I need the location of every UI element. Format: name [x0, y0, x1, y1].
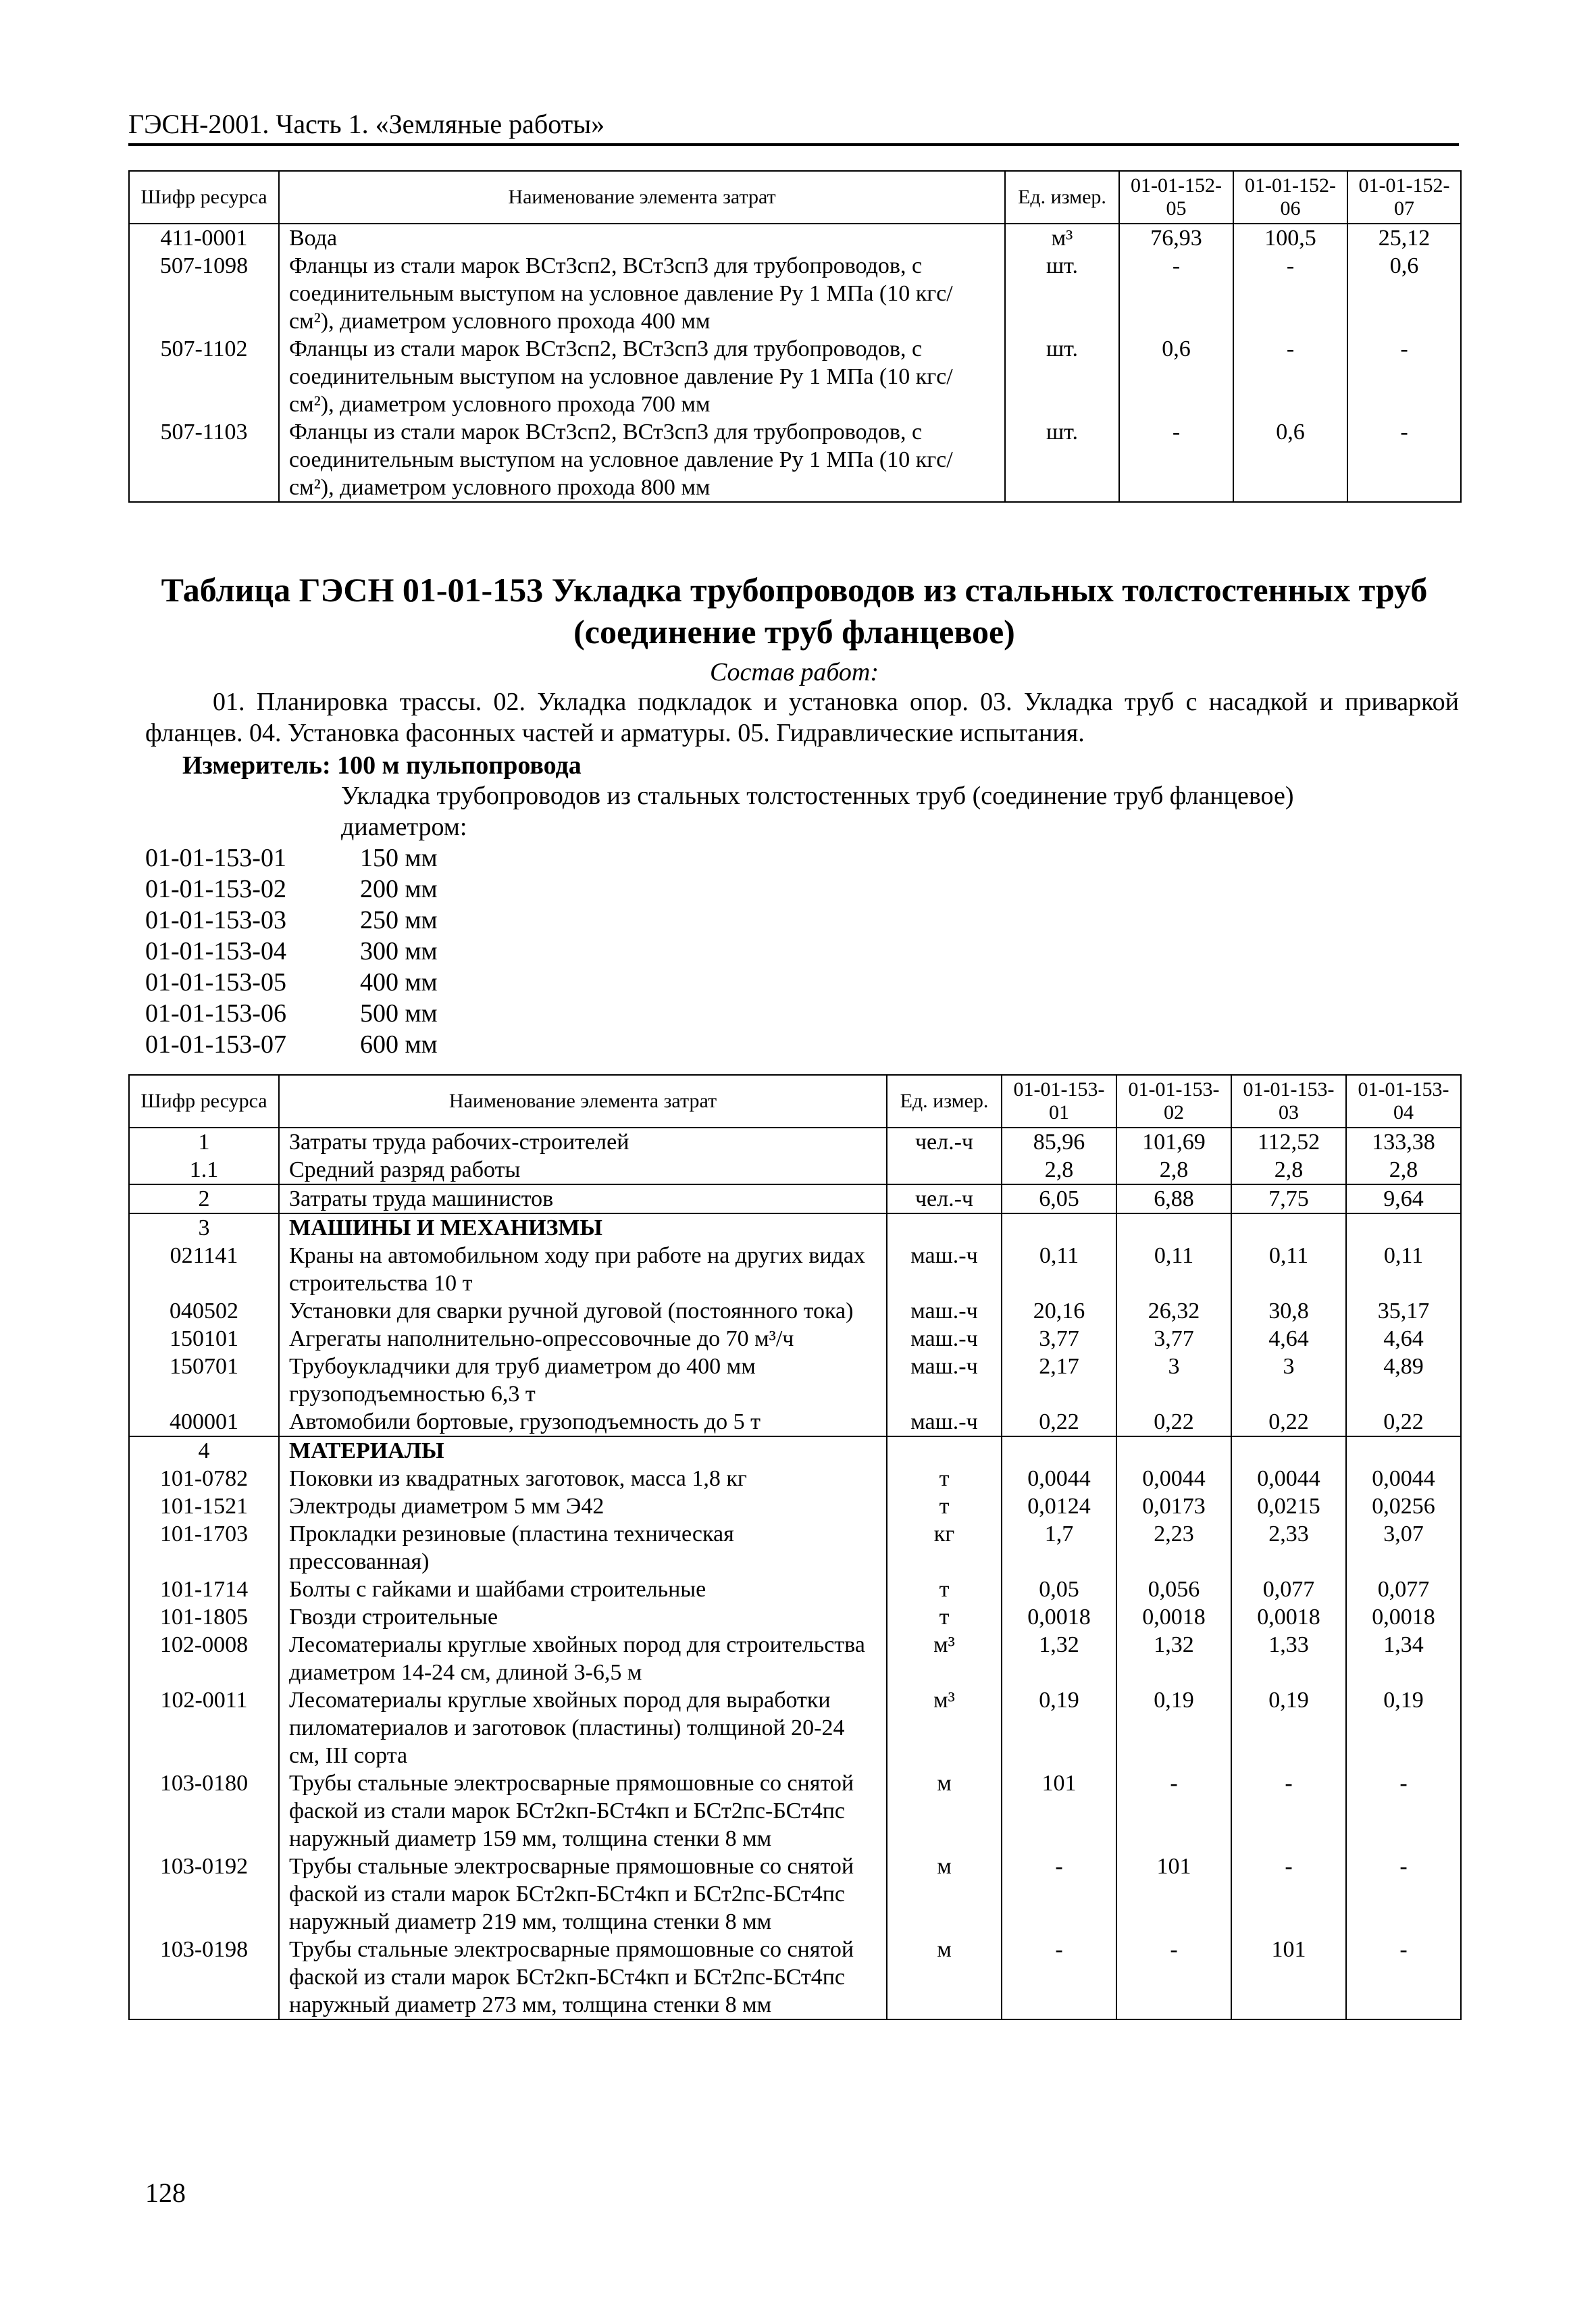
unit-cell: кг: [887, 1520, 1002, 1576]
value-cell: 1,32: [1116, 1631, 1231, 1686]
value-cell: 6,88: [1116, 1184, 1231, 1213]
variant-label: 250 мм: [360, 906, 438, 934]
value-cell: -: [1002, 1936, 1116, 2019]
resource-name: Прокладки резиновые (пластина техническая прессованная): [279, 1520, 887, 1576]
value-cell: 0,19: [1002, 1686, 1116, 1769]
unit-cell: м³: [887, 1686, 1002, 1769]
column-header: 01-01-153-01: [1002, 1075, 1116, 1128]
value-cell: -: [1346, 1853, 1461, 1936]
resource-name: Агрегаты наполнительно-опрессовочные до 70 м³/ч: [279, 1325, 887, 1353]
value-cell: 3: [1231, 1353, 1346, 1408]
resource-name: Установки для сварки ручной дуговой (постоянного тока): [279, 1297, 887, 1325]
resource-code: 150701: [129, 1353, 279, 1408]
variant-label: 200 мм: [360, 875, 438, 903]
resource-code: 101-1714: [129, 1576, 279, 1603]
value-cell: 2,8: [1002, 1156, 1116, 1184]
value-cell: 0,0018: [1346, 1603, 1461, 1631]
column-header: 01-01-153-04: [1346, 1075, 1461, 1128]
value-cell: 0,11: [1116, 1242, 1231, 1297]
table-row: [129, 418, 1461, 502]
column-header: 01-01-152-05: [1119, 171, 1233, 224]
value-cell: 2,17: [1002, 1353, 1116, 1408]
table-153-resources: [128, 1074, 1462, 2020]
variant-item: [145, 967, 438, 998]
resource-code: 1.1: [129, 1156, 279, 1184]
value-cell: -: [1346, 1936, 1461, 2019]
value-cell: 76,93: [1119, 224, 1233, 252]
resource-name: Фланцы из стали марок ВСт3сп2, ВСт3сп3 для трубопроводов, с соединительным выступом на условное давление Ру 1 МПа (10 кгс/см²), диаметром условного прохода 400 мм: [279, 252, 1005, 335]
variant-label: 500 мм: [360, 999, 438, 1028]
value-cell: 101: [1231, 1936, 1346, 2019]
resource-code: 021141: [129, 1242, 279, 1297]
resource-name: Трубы стальные электросварные прямошовные со снятой фаской из стали марок БСт2кп-БСт4кп и БСт2пс-БСт4пс наружный диаметр 219 мм, толщина стенки 8 мм: [279, 1853, 887, 1936]
unit-cell: м³: [1005, 224, 1119, 252]
table-row: [129, 1465, 1461, 1492]
variant-label: 600 мм: [360, 1030, 438, 1059]
column-header: 01-01-152-07: [1347, 171, 1461, 224]
unit-cell: чел.-ч: [887, 1128, 1002, 1156]
column-header: Шифр ресурса: [129, 1075, 279, 1128]
value-cell: 112,52: [1231, 1128, 1346, 1156]
variant-item: [145, 998, 438, 1029]
unit-cell: шт.: [1005, 252, 1119, 335]
variant-label: 300 мм: [360, 937, 438, 965]
variant-item: [145, 874, 438, 905]
section-title: МАШИНЫ И МЕХАНИЗМЫ: [279, 1213, 887, 1242]
value-cell: 2,8: [1231, 1156, 1346, 1184]
value-cell: 0,077: [1231, 1576, 1346, 1603]
resource-code: 101-1521: [129, 1492, 279, 1520]
unit-cell: чел.-ч: [887, 1184, 1002, 1213]
value-cell: 0,6: [1347, 252, 1461, 335]
value-cell: 0,0018: [1002, 1603, 1116, 1631]
value-cell: 0,056: [1116, 1576, 1231, 1603]
unit-cell: маш.-ч: [887, 1353, 1002, 1408]
variant-item: [145, 1029, 438, 1060]
unit-cell: маш.-ч: [887, 1408, 1002, 1436]
resource-name: Лесоматериалы круглые хвойных пород для строительства диаметром 14-24 см, длиной 3-6,5 м: [279, 1631, 887, 1686]
variant-code: 01-01-153-01: [145, 844, 286, 872]
value-cell: -: [1231, 1769, 1346, 1853]
value-cell: 101,69: [1116, 1128, 1231, 1156]
table-row: [129, 1184, 1461, 1213]
column-header: 01-01-152-06: [1233, 171, 1347, 224]
value-cell: 0,0018: [1231, 1603, 1346, 1631]
value-cell: 0,11: [1346, 1242, 1461, 1297]
table-row: [129, 1769, 1461, 1853]
value-cell: 0,19: [1231, 1686, 1346, 1769]
resource-name: Болты с гайками и шайбами строительные: [279, 1576, 887, 1603]
value-cell: -: [1347, 418, 1461, 502]
value-cell: 2,23: [1116, 1520, 1231, 1576]
table-row: [129, 252, 1461, 335]
table-row: [129, 1128, 1461, 1156]
column-header: Наименование элемента затрат: [279, 1075, 887, 1128]
running-header: ГЭСН-2001. Часть 1. «Земляные работы»: [128, 109, 605, 139]
unit-cell: маш.-ч: [887, 1242, 1002, 1297]
value-cell: 101: [1002, 1769, 1116, 1853]
value-cell: -: [1233, 335, 1347, 418]
value-cell: 0,22: [1002, 1408, 1116, 1436]
resource-code: 2: [129, 1184, 279, 1213]
value-cell: 0,22: [1116, 1408, 1231, 1436]
table-row: [129, 1156, 1461, 1184]
resource-name: Поковки из квадратных заготовок, масса 1,8 кг: [279, 1465, 887, 1492]
page-number: 128: [145, 2178, 186, 2208]
table-row: [129, 1936, 1461, 2019]
header-rule: [128, 143, 1459, 146]
value-cell: 0,077: [1346, 1576, 1461, 1603]
resource-name: Фланцы из стали марок ВСт3сп2, ВСт3сп3 для трубопроводов, с соединительным выступом на условное давление Ру 1 МПа (10 кгс/см²), диаметром условного прохода 700 мм: [279, 335, 1005, 418]
value-cell: 0,0044: [1346, 1465, 1461, 1492]
resource-code: 507-1103: [129, 418, 279, 502]
resource-code: 150101: [129, 1325, 279, 1353]
table-row: [129, 1242, 1461, 1297]
value-cell: -: [1002, 1853, 1116, 1936]
measure-unit: Измеритель: 100 м пульпопровода: [182, 751, 582, 780]
value-cell: 9,64: [1346, 1184, 1461, 1213]
value-cell: 2,33: [1231, 1520, 1346, 1576]
table-row: [129, 1853, 1461, 1936]
value-cell: 0,0124: [1002, 1492, 1116, 1520]
value-cell: 3: [1116, 1353, 1231, 1408]
value-cell: 0,0018: [1116, 1603, 1231, 1631]
value-cell: 0,19: [1346, 1686, 1461, 1769]
value-cell: -: [1119, 252, 1233, 335]
table-row: [129, 1686, 1461, 1769]
value-cell: 4,89: [1346, 1353, 1461, 1408]
unit-cell: м: [887, 1853, 1002, 1936]
resource-code: 101-1703: [129, 1520, 279, 1576]
value-cell: 100,5: [1233, 224, 1347, 252]
variant-item: [145, 936, 438, 967]
resource-name: Трубы стальные электросварные прямошовные со снятой фаской из стали марок БСт2кп-БСт4кп и БСт2пс-БСт4пс наружный диаметр 273 мм, толщина стенки 8 мм: [279, 1936, 887, 2019]
variant-list: [145, 842, 438, 1060]
value-cell: 2,8: [1116, 1156, 1231, 1184]
table-header-row: [129, 171, 1461, 224]
unit-cell: маш.-ч: [887, 1297, 1002, 1325]
variant-item: [145, 842, 438, 874]
value-cell: 133,38: [1346, 1128, 1461, 1156]
value-cell: 0,0044: [1231, 1465, 1346, 1492]
table-row: [129, 1325, 1461, 1353]
value-cell: 30,8: [1231, 1297, 1346, 1325]
composition-title: Состав работ:: [709, 658, 879, 686]
unit-cell: маш.-ч: [887, 1325, 1002, 1353]
composition-text: 01. Планировка трассы. 02. Укладка подкладок и установка опор. 03. Укладка труб с насадкой и приваркой фланцев. 04. Установка фасонных частей и арматуры. 05. Гидравлические испытания.: [145, 688, 1459, 747]
unit-cell: [887, 1156, 1002, 1184]
value-cell: 25,12: [1347, 224, 1461, 252]
value-cell: 6,05: [1002, 1184, 1116, 1213]
resource-code: 101-1805: [129, 1603, 279, 1631]
resource-code: 102-0011: [129, 1686, 279, 1769]
value-cell: 0,11: [1231, 1242, 1346, 1297]
unit-cell: т: [887, 1492, 1002, 1520]
section-row: [129, 1436, 1461, 1465]
variant-label: 150 мм: [360, 844, 438, 872]
table-row: [129, 1492, 1461, 1520]
resource-name: Автомобили бортовые, грузоподъемность до 5 т: [279, 1408, 887, 1436]
resource-code: 103-0180: [129, 1769, 279, 1853]
resource-name: Вода: [279, 224, 1005, 252]
value-cell: -: [1347, 335, 1461, 418]
variant-code: 01-01-153-02: [145, 875, 286, 903]
value-cell: 3,07: [1346, 1520, 1461, 1576]
value-cell: 20,16: [1002, 1297, 1116, 1325]
column-header: Ед. измер.: [1005, 171, 1119, 224]
column-header: Шифр ресурса: [129, 171, 279, 224]
value-cell: 0,0044: [1002, 1465, 1116, 1492]
resource-name: Лесоматериалы круглые хвойных пород для выработки пиломатериалов и заготовок (пластины) толщиной 20-24 см, III сорта: [279, 1686, 887, 1769]
column-header: Наименование элемента затрат: [279, 171, 1005, 224]
variant-code: 01-01-153-04: [145, 937, 286, 965]
resource-code: 103-0192: [129, 1853, 279, 1936]
variant-code: 01-01-153-06: [145, 999, 286, 1028]
value-cell: 35,17: [1346, 1297, 1461, 1325]
table-row: [129, 1408, 1461, 1436]
value-cell: -: [1116, 1936, 1231, 2019]
table-title: Таблица ГЭСН 01-01-153 Укладка трубопроводов из стальных толстостенных труб (соединение труб фланцевое): [161, 571, 1428, 651]
value-cell: -: [1346, 1769, 1461, 1853]
variant-item: [145, 905, 438, 936]
table-row: [129, 1520, 1461, 1576]
value-cell: 0,0215: [1231, 1492, 1346, 1520]
resource-name: Краны на автомобильном ходу при работе на других видах строительства 10 т: [279, 1242, 887, 1297]
variant-code: 01-01-153-07: [145, 1030, 286, 1059]
value-cell: 0,6: [1119, 335, 1233, 418]
value-cell: 4,64: [1346, 1325, 1461, 1353]
unit-cell: т: [887, 1576, 1002, 1603]
column-header: 01-01-153-02: [1116, 1075, 1231, 1128]
value-cell: -: [1231, 1853, 1346, 1936]
value-cell: 1,7: [1002, 1520, 1116, 1576]
variant-label: 400 мм: [360, 968, 438, 997]
resource-code: 102-0008: [129, 1631, 279, 1686]
section-title: МАТЕРИАЛЫ: [279, 1436, 887, 1465]
column-header: Ед. измер.: [887, 1075, 1002, 1128]
resource-name: Трубоукладчики для труб диаметром до 400 мм грузоподъемностью 6,3 т: [279, 1353, 887, 1408]
value-cell: 0,0173: [1116, 1492, 1231, 1520]
value-cell: 7,75: [1231, 1184, 1346, 1213]
value-cell: 4,64: [1231, 1325, 1346, 1353]
value-cell: 1,33: [1231, 1631, 1346, 1686]
value-cell: 85,96: [1002, 1128, 1116, 1156]
resource-name: Трубы стальные электросварные прямошовные со снятой фаской из стали марок БСт2кп-БСт4кп и БСт2пс-БСт4пс наружный диаметр 159 мм, толщина стенки 8 мм: [279, 1769, 887, 1853]
table-152-continuation: [128, 170, 1462, 503]
resource-code: 507-1098: [129, 252, 279, 335]
table-row: [129, 1353, 1461, 1408]
variant-code: 01-01-153-05: [145, 968, 286, 997]
section-row: [129, 1213, 1461, 1242]
value-cell: 1,34: [1346, 1631, 1461, 1686]
value-cell: 0,0044: [1116, 1465, 1231, 1492]
variant-description: Укладка трубопроводов из стальных толстостенных труб (соединение труб фланцевое) диаметром:: [341, 782, 1294, 841]
value-cell: 26,32: [1116, 1297, 1231, 1325]
resource-code: 103-0198: [129, 1936, 279, 2019]
unit-cell: т: [887, 1465, 1002, 1492]
section-code: 3: [129, 1213, 279, 1242]
value-cell: 0,22: [1346, 1408, 1461, 1436]
resource-name: Затраты труда рабочих-строителей: [279, 1128, 887, 1156]
unit-cell: м³: [887, 1631, 1002, 1686]
value-cell: 0,11: [1002, 1242, 1116, 1297]
table-row: [129, 335, 1461, 418]
resource-code: 1: [129, 1128, 279, 1156]
resource-code: 400001: [129, 1408, 279, 1436]
value-cell: 0,05: [1002, 1576, 1116, 1603]
resource-code: 101-0782: [129, 1465, 279, 1492]
resource-name: Гвозди строительные: [279, 1603, 887, 1631]
variant-code: 01-01-153-03: [145, 906, 286, 934]
table-row: [129, 224, 1461, 252]
unit-cell: м: [887, 1769, 1002, 1853]
table-row: [129, 1631, 1461, 1686]
table-header-row: [129, 1075, 1461, 1128]
value-cell: 101: [1116, 1853, 1231, 1936]
value-cell: 3,77: [1116, 1325, 1231, 1353]
value-cell: 0,6: [1233, 418, 1347, 502]
table-row: [129, 1576, 1461, 1603]
table-row: [129, 1603, 1461, 1631]
resource-code: 411-0001: [129, 224, 279, 252]
resource-name: Электроды диаметром 5 мм Э42: [279, 1492, 887, 1520]
resource-code: 040502: [129, 1297, 279, 1325]
value-cell: 1,32: [1002, 1631, 1116, 1686]
resource-name: Затраты труда машинистов: [279, 1184, 887, 1213]
resource-name: Фланцы из стали марок ВСт3сп2, ВСт3сп3 для трубопроводов, с соединительным выступом на условное давление Ру 1 МПа (10 кгс/см²), диаметром условного прохода 800 мм: [279, 418, 1005, 502]
resource-code: 507-1102: [129, 335, 279, 418]
value-cell: -: [1119, 418, 1233, 502]
value-cell: 0,19: [1116, 1686, 1231, 1769]
unit-cell: шт.: [1005, 335, 1119, 418]
resource-name: Средний разряд работы: [279, 1156, 887, 1184]
value-cell: -: [1233, 252, 1347, 335]
section-code: 4: [129, 1436, 279, 1465]
value-cell: -: [1116, 1769, 1231, 1853]
value-cell: 0,22: [1231, 1408, 1346, 1436]
table-row: [129, 1297, 1461, 1325]
value-cell: 3,77: [1002, 1325, 1116, 1353]
value-cell: 0,0256: [1346, 1492, 1461, 1520]
unit-cell: т: [887, 1603, 1002, 1631]
column-header: 01-01-153-03: [1231, 1075, 1346, 1128]
unit-cell: м: [887, 1936, 1002, 2019]
unit-cell: шт.: [1005, 418, 1119, 502]
value-cell: 2,8: [1346, 1156, 1461, 1184]
